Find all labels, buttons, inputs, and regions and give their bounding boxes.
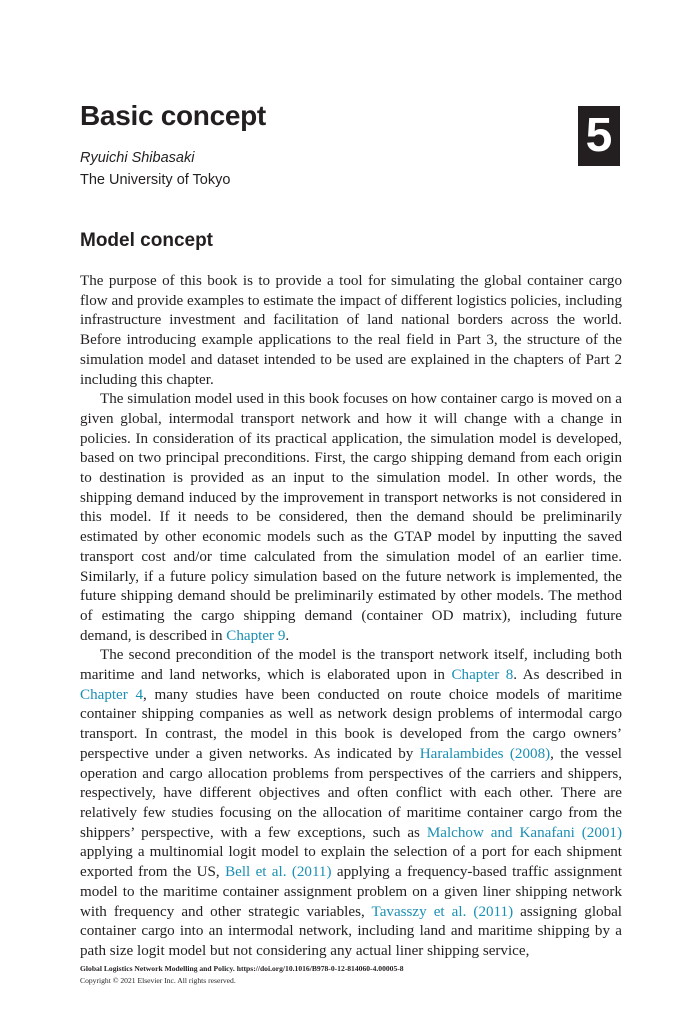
paragraph [80,646,622,961]
paragraph-text: applying a multinomial logit model to explain the selection of a port for each shipment exported from the US, [80,844,622,881]
chapter-8-link[interactable]: Chapter 8 [451,667,514,684]
chapter-title: Basic concept [80,100,266,131]
author-affiliation: The University of Tokyo [80,172,231,188]
paragraph-text: The simulation model used in this book focuses on how container cargo is moved on a given global, intermodal transport network and how it will change with a change in policies. In consideration of its practical application, the simulation model is developed, based on two principal preconditions. First, the cargo shipping demand from each origin to destination is provided as an input to the simulation model. In other words, the shipping demand induced by the improvement in transport networks is not considered in this model. If it needs to be considered, then the demand should be preliminarily estimated by other economic models such as the GTAP model by inputting the saved transport cost and/or time calculated from the simulation model of an earlier time. Similarly, if a future policy simulation based on the future network is implemented, the future shipping demand should be preliminarily estimated by other models. The method of estimating the cargo shipping demand (container OD matrix), including future demand, is described in [80,391,622,644]
chapter-number-badge: 5 [578,106,620,166]
paragraph [80,390,622,646]
author-name: Ryuichi Shibasaki [80,150,195,166]
paragraph-text: . [285,627,290,644]
paragraph-text: The second precondition of the model is the transport network itself, including both maritime and land networks, which is elaborated upon in [80,647,622,684]
section-title: Model concept [80,230,214,251]
chapter-4-link[interactable]: Chapter 4 [80,686,144,703]
footer-copyright: Copyright © 2021 Elsevier Inc. All rights reserved. [80,976,236,985]
citation-bell-link[interactable]: Bell et al. (2011) [225,864,332,881]
paragraph-text: The purpose of this book is to provide a tool for simulating the global container cargo flow and provide examples to estimate the impact of different logistics policies, including infrastructure investment and facilitation of land national borders across the world. Before introducing example applications to the real field in Part 3, the structure of the simulation model and dataset intended to be used are explained in the chapters of Part 2 including this chapter. [80,273,622,388]
citation-haralambides-link[interactable]: Haralambides (2008) [419,745,551,762]
chapter-9-link[interactable]: Chapter 9 [226,627,286,644]
paragraph-text: , the vessel operation and cargo allocation problems from perspectives of the carriers and shippers, respectively, have different objectives and often conflict with each other. There are relatively few studies focusing on the allocation of maritime container cargo from the shippers’ perspective, with a few exceptions, such as [80,745,622,841]
citation-malchow-kanafani-link[interactable]: Malchow and Kanafani (2001) [426,824,622,841]
paragraph-text: . As described in [513,667,622,684]
citation-tavasszy-link[interactable]: Tavasszy et al. (2011) [371,903,514,920]
paragraph-text: applying a frequency-based traffic assignment model to the maritime container assignment problem on a given liner shipping network with frequency and other strategic variables, [80,864,623,920]
page-footer [80,963,404,987]
paragraph-text: assigning global container cargo into an intermodal network, including land and maritime shipping by a path size logit model but not considering any actual liner shipping service, [80,903,623,959]
paragraph [80,272,622,390]
body-text [80,272,622,962]
footer-citation: Global Logistics Network Modelling and Policy. https://doi.org/10.1016/B978-0-12-814060-4.00005-8 [80,964,404,973]
paragraph-text: , many studies have been conducted on route choice models of maritime container shipping companies as well as network design problems of intermodal cargo transport. In contrast, the model in this book is developed from the cargo owners’ perspective under a given networks. As indicated by [80,686,622,762]
